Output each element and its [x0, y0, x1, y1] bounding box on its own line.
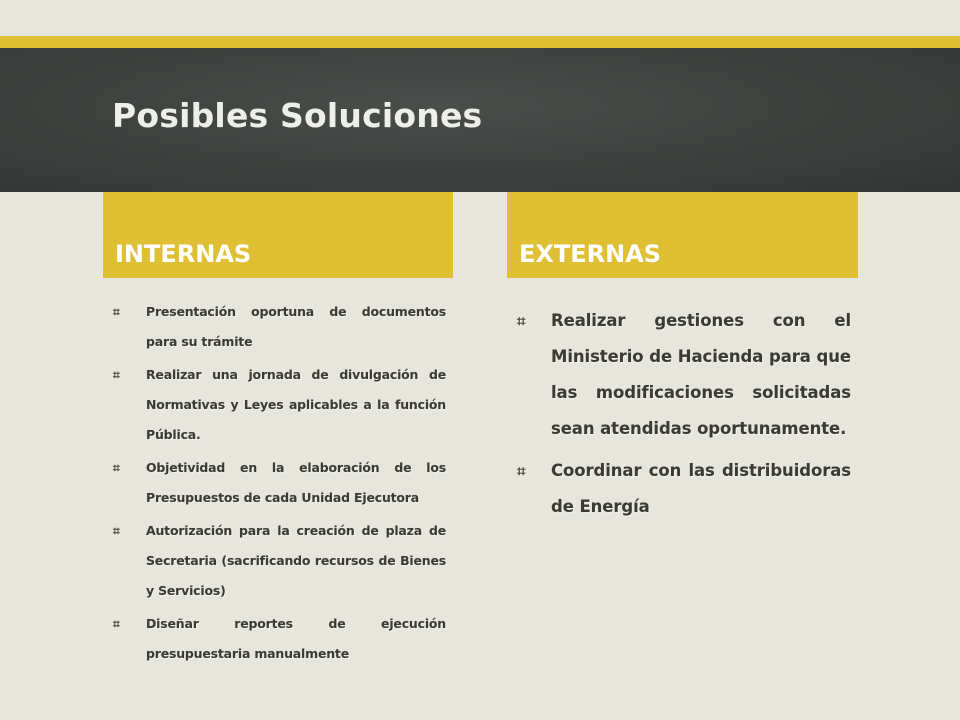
list-item	[113, 453, 446, 513]
bullet-icon: ⌗	[517, 312, 526, 330]
list-item	[517, 453, 851, 525]
list-item-text: Autorización para la creación de plaza de Secretaria (sacrificando recursos de Bienes y Servicios)	[146, 523, 446, 598]
list-item-text: Presentación oportuna de documentos para su trámite	[146, 304, 446, 349]
bullet-icon: ⌗	[113, 524, 120, 538]
internas-header	[103, 192, 453, 278]
list-item-text: Objetividad en la elaboración de los Presupuestos de cada Unidad Ejecutora	[146, 460, 446, 505]
list-item	[517, 303, 851, 447]
list-item	[113, 297, 446, 357]
list-item	[113, 609, 446, 669]
list-item-text: Diseñar reportes de ejecución presupuestaria manualmente	[146, 616, 446, 661]
bullet-icon: ⌗	[517, 462, 526, 480]
slide-title: Posibles Soluciones	[112, 96, 483, 135]
bullet-icon: ⌗	[113, 368, 120, 382]
bullet-icon: ⌗	[113, 305, 120, 319]
externas-header	[507, 192, 858, 278]
list-item	[113, 516, 446, 606]
list-item-text: Realizar gestiones con el Ministerio de Hacienda para que las modificaciones solicitadas sean atendidas oportunamente.	[551, 311, 851, 438]
list-item-text: Realizar una jornada de divulgación de Normativas y Leyes aplicables a la función Pública.	[146, 367, 446, 442]
internas-list	[113, 297, 446, 672]
accent-stripe	[0, 36, 960, 48]
list-item	[113, 360, 446, 450]
bullet-icon: ⌗	[113, 461, 120, 475]
externas-list	[517, 303, 851, 531]
externas-header-label: EXTERNAS	[519, 240, 662, 268]
internas-header-label: INTERNAS	[115, 240, 252, 268]
list-item-text: Coordinar con las distribuidoras de Energía	[551, 461, 851, 516]
bullet-icon: ⌗	[113, 617, 120, 631]
